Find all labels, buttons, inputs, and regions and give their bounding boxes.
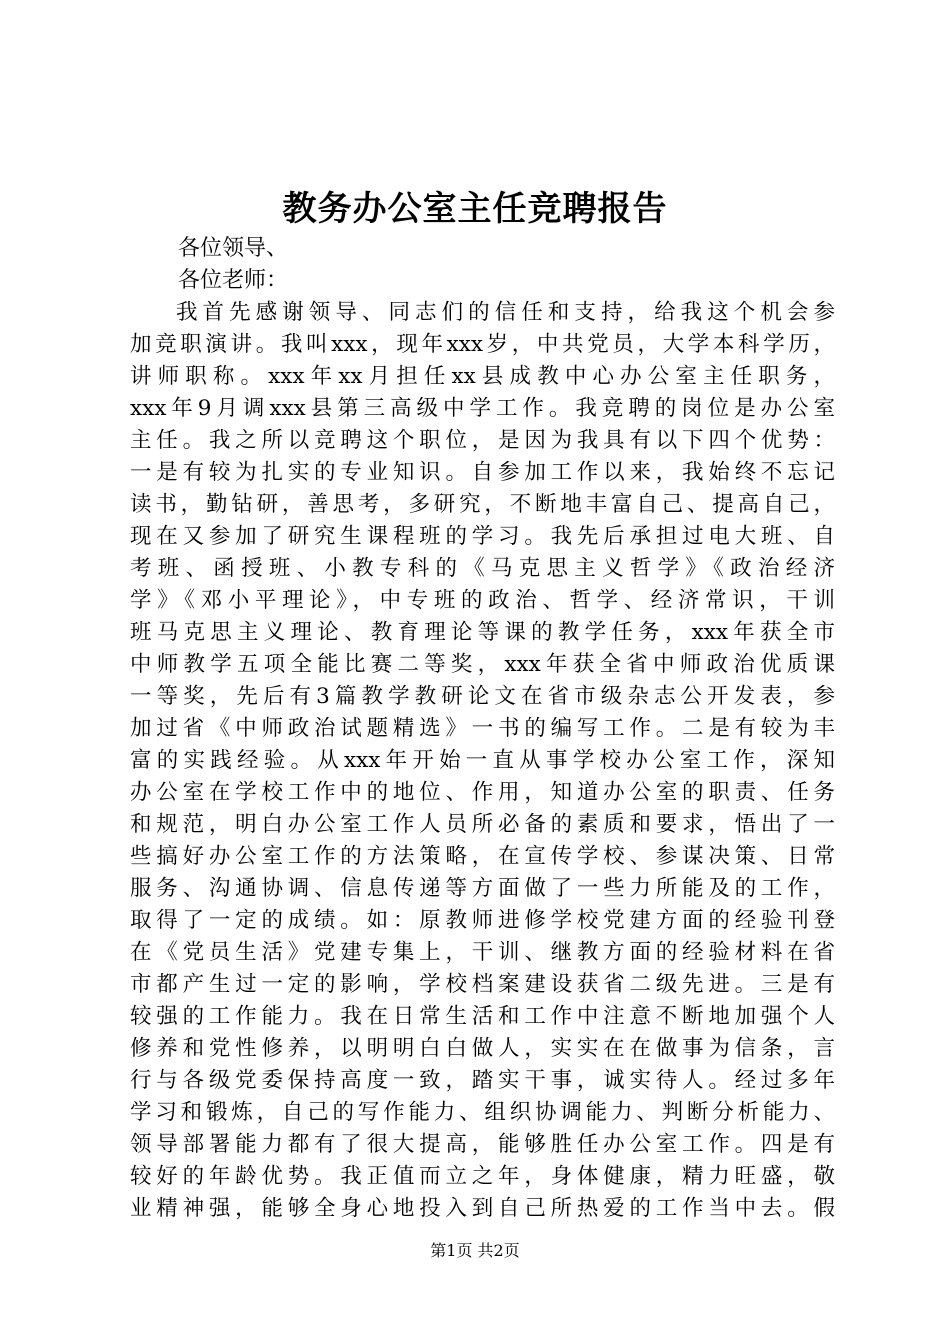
body-line: 读书，勤钻研，善思考，多研究，不断地丰富自己、提高自己， [130, 492, 835, 517]
body-line: 讲师职称。xxx年xx月担任xx县成教中心办公室主任职务， [130, 364, 835, 389]
body-line: 加竞职演讲。我叫xxx，现年xxx岁，中共党员，大学本科学历， [130, 332, 835, 357]
body-line: 较好的年龄优势。我正值而立之年，身体健康，精力旺盛，敬 [130, 1164, 835, 1189]
body-line: 市都产生过一定的影响，学校档案建设获省二级先进。三是有 [130, 972, 835, 997]
body-line: 领导部署能力都有了很大提高，能够胜任办公室工作。四是有 [130, 1132, 835, 1157]
body-line: 现在又参加了研究生课程班的学习。我先后承担过电大班、自 [130, 524, 835, 549]
body-line: 一等奖，先后有3篇教学教研论文在省市级杂志公开发表，参 [130, 684, 835, 709]
body-line: xxx年9月调xxx县第三高级中学工作。我竞聘的岗位是办公室 [130, 396, 835, 421]
body-line: 和规范，明白办公室工作人员所必备的素质和要求，悟出了一 [130, 812, 835, 837]
document-title: 教务办公室主任竞聘报告 [282, 189, 668, 229]
greeting-leaders: 各位领导、 [178, 236, 289, 261]
body-line: 学》《邓小平理论》，中专班的政治、哲学、经济常识，干训 [130, 588, 835, 613]
body-line: 行与各级党委保持高度一致，踏实干事，诚实待人。经过多年 [130, 1068, 835, 1093]
body-line: 较强的工作能力。我在日常生活和工作中注意不断地加强个人 [130, 1004, 835, 1029]
body-line: 加过省《中师政治试题精选》一书的编写工作。二是有较为丰 [130, 716, 835, 741]
body-line: 一是有较为扎实的专业知识。自参加工作以来，我始终不忘记 [130, 460, 835, 485]
body-line: 取得了一定的成绩。如：原教师进修学校党建方面的经验刊登 [130, 908, 835, 933]
page-number: 第1页 共2页 [430, 1241, 520, 1260]
body-line: 主任。我之所以竞聘这个职位，是因为我具有以下四个优势： [130, 428, 835, 453]
body-line: 业精神强，能够全身心地投入到自己所热爱的工作当中去。假 [130, 1196, 835, 1221]
greeting-teachers: 各位老师： [178, 268, 289, 293]
body-line: 考班、函授班、小教专科的《马克思主义哲学》《政治经济 [130, 556, 835, 581]
body-line: 我首先感谢领导、同志们的信任和支持，给我这个机会参 [176, 300, 835, 325]
body-line: 班马克思主义理论、教育理论等课的教学任务，xxx年获全市 [130, 620, 835, 645]
body-line: 办公室在学校工作中的地位、作用，知道办公室的职责、任务 [130, 780, 835, 805]
body-line: 学习和锻炼，自己的写作能力、组织协调能力、判断分析能力、 [130, 1100, 835, 1125]
body-line: 富的实践经验。从xxx年开始一直从事学校办公室工作，深知 [130, 748, 835, 773]
body-line: 中师教学五项全能比赛二等奖，xxx年获全省中师政治优质课 [130, 652, 835, 677]
body-line: 服务、沟通协调、信息传递等方面做了一些力所能及的工作， [130, 876, 835, 901]
body-line: 在《党员生活》党建专集上，干训、继教方面的经验材料在省 [130, 940, 835, 965]
body-line: 些搞好办公室工作的方法策略，在宣传学校、参谋决策、日常 [130, 844, 835, 869]
body-text [130, 297, 835, 1225]
body-line: 修养和党性修养，以明明白白做人，实实在在做事为信条，言 [130, 1036, 835, 1061]
